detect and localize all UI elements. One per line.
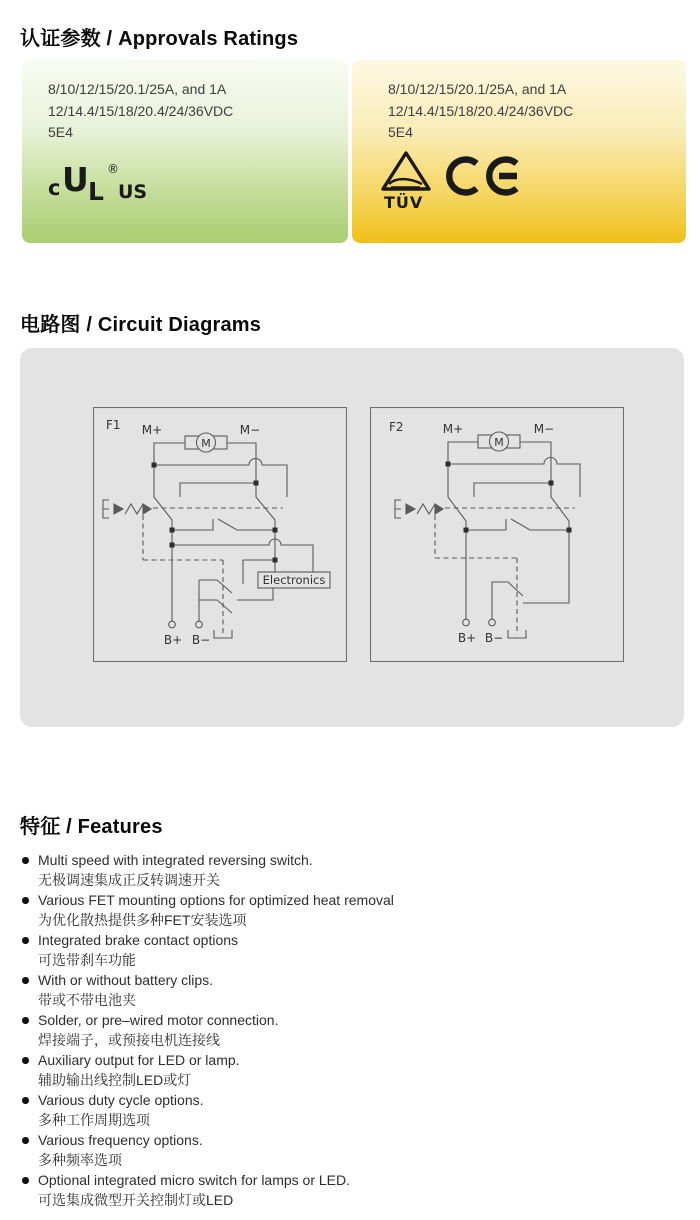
- feature-item: [22, 930, 682, 970]
- feature-zh: 可选带刹车功能: [38, 952, 136, 968]
- feature-zh: 多种频率选项: [38, 1152, 122, 1168]
- feature-item: [22, 890, 682, 930]
- motor-label: M: [494, 436, 504, 449]
- bullet-icon: [22, 970, 38, 1010]
- bullet-icon: [22, 1050, 38, 1090]
- rating-line: 5E4: [388, 124, 413, 140]
- circuit-f2-label: F2: [389, 420, 404, 434]
- feature-zh: 带或不带电池夹: [38, 992, 136, 1008]
- feature-en: Various FET mounting options for optimized heat removal: [38, 892, 394, 908]
- approvals-heading: 认证参数 / Approvals Ratings: [20, 28, 299, 50]
- bullet-icon: [22, 930, 38, 970]
- culus-certification-icon: [44, 158, 194, 206]
- feature-en: Various duty cycle options.: [38, 1092, 204, 1108]
- feature-en: Auxiliary output for LED or lamp.: [38, 1052, 240, 1068]
- rating-line: 5E4: [48, 124, 73, 140]
- ul-mark-l: L: [88, 177, 104, 206]
- tuv-ce-certification-icons: [380, 148, 540, 214]
- rating-line: 8/10/12/15/20.1/25A, and 1A: [48, 81, 227, 97]
- feature-zh: 焊接端子，或预接电机连接线: [38, 1032, 220, 1048]
- bullet-icon: [22, 1130, 38, 1170]
- culus-c-label: c: [48, 176, 61, 200]
- approvals-card-tuv-text: [388, 79, 573, 144]
- features-heading: 特征 / Features: [20, 816, 163, 838]
- culus-us-label: US: [118, 181, 148, 203]
- m-minus-label: M−: [239, 423, 261, 437]
- approvals-card-ul-text: [48, 79, 233, 144]
- approvals-card-tuv-ce: [352, 60, 686, 243]
- junction-dots: [152, 463, 278, 563]
- approvals-card-ul: [22, 60, 348, 243]
- circuit-f1-label: F1: [106, 418, 121, 432]
- feature-en: Solder, or pre–wired motor connection.: [38, 1012, 279, 1028]
- feature-item: [22, 850, 682, 890]
- m-plus-label: M+: [442, 422, 464, 436]
- features-list: [22, 850, 682, 1210]
- feature-item: [22, 1010, 682, 1050]
- feature-zh: 为优化散热提供多种FET安装选项: [38, 912, 247, 928]
- bullet-icon: [22, 1090, 38, 1130]
- feature-en: Optional integrated micro switch for lamps or LED.: [38, 1172, 351, 1188]
- feature-item: [22, 970, 682, 1010]
- feature-item: [22, 1090, 682, 1130]
- circuits-heading: 电路图 / Circuit Diagrams: [20, 314, 262, 336]
- electronics-label: Electronics: [262, 573, 326, 587]
- circuit-diagrams-panel: [20, 348, 684, 727]
- b-plus-label: B+: [457, 631, 477, 645]
- feature-item: [22, 1050, 682, 1090]
- feature-en: Multi speed with integrated reversing switch.: [38, 852, 313, 868]
- tuv-logo-icon: [383, 153, 429, 212]
- feature-zh: 可选集成微型开关控制灯或LED: [38, 1192, 234, 1208]
- rating-line: 12/14.4/15/18/20.4/24/36VDC: [388, 102, 574, 119]
- motor-label: M: [201, 437, 211, 450]
- bullet-icon: [22, 1170, 38, 1210]
- feature-zh: 多种工作周期选项: [38, 1112, 150, 1128]
- feature-item: [22, 1130, 682, 1170]
- ul-mark-u: U: [62, 160, 89, 199]
- junction-dots: [446, 462, 572, 533]
- feature-en: Various frequency options.: [38, 1132, 203, 1148]
- tuv-label: TÜV: [384, 193, 424, 212]
- circuit-diagram-f2: [370, 407, 624, 662]
- feature-en: Integrated brake contact options: [38, 932, 239, 948]
- m-minus-label: M−: [533, 422, 555, 436]
- m-plus-label: M+: [141, 423, 163, 437]
- circuit-diagram-f1: [93, 407, 347, 662]
- b-minus-label: B−: [191, 633, 211, 647]
- bullet-icon: [22, 850, 38, 890]
- bullet-icon: [22, 890, 38, 930]
- registered-icon: ®: [107, 162, 119, 176]
- feature-zh: 辅助输出线控制LED或灯: [38, 1072, 192, 1088]
- feature-en: With or without battery clips.: [38, 972, 214, 988]
- rating-line: 12/14.4/15/18/20.4/24/36VDC: [48, 102, 234, 119]
- feature-zh: 无极调速集成正反转调速开关: [38, 872, 220, 888]
- rating-line: 8/10/12/15/20.1/25A, and 1A: [388, 81, 567, 97]
- feature-item: [22, 1170, 682, 1210]
- ce-mark-icon: [449, 160, 517, 193]
- bullet-icon: [22, 1010, 38, 1050]
- b-minus-label: B−: [484, 631, 504, 645]
- b-plus-label: B+: [163, 633, 183, 647]
